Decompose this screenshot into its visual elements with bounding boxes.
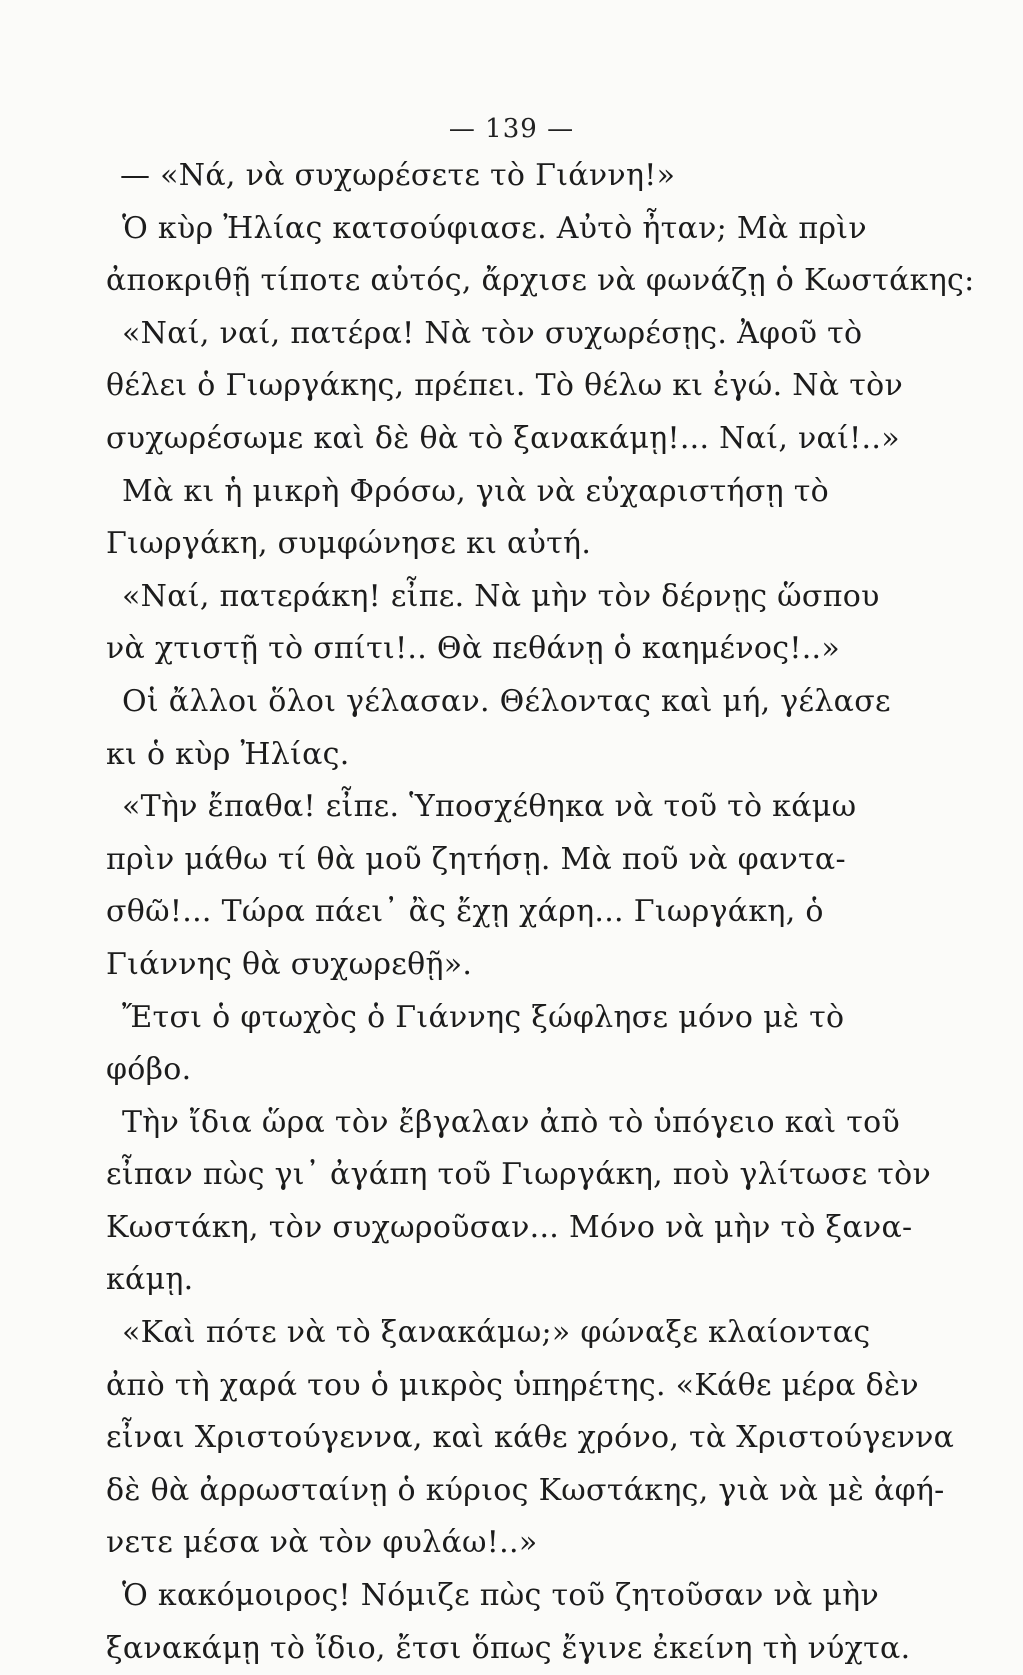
text-line: νετε μέσα νὰ τὸν φυλάω!..» [106, 1525, 538, 1561]
text-line: Γιάννης θὰ συχωρεθῇ». [106, 946, 473, 982]
text-line: νὰ χτιστῇ τὸ σπίτι!.. Θὰ πεθάνῃ ὁ καημένος!..» [106, 631, 841, 667]
text-line: — «Νά, νὰ συχωρέσετε τὸ Γιάννη!» [120, 158, 676, 193]
text-line: «Τὴν ἔπαθα! εἶπε. Ὑποσχέθηκα νὰ τοῦ τὸ κάμω [122, 789, 857, 825]
text-line: δὲ θὰ ἀρρωσταίνῃ ὁ κύριος Κωστάκης, γιὰ νὰ μὲ ἀφή- [106, 1472, 945, 1508]
body-text [106, 150, 975, 1675]
text-line: φόβο. [106, 1052, 192, 1088]
text-line: ἀποκριθῇ τίποτε αὐτός, ἄρχισε νὰ φωνάζῃ ὁ Κωστάκης: [106, 263, 975, 299]
text-line: ξανακάμῃ τὸ ἴδιο, ἔτσι ὅπως ἔγινε ἐκείνη τὴ νύχτα. [106, 1630, 911, 1666]
text-line: κάμῃ. [106, 1262, 194, 1298]
text-line: θέλει ὁ Γιωργάκης, πρέπει. Τὸ θέλω κι ἐγώ. Νὰ τὸν [106, 368, 903, 404]
text-line: Οἱ ἄλλοι ὅλοι γέλασαν. Θέλοντας καὶ μή, γέλασε [122, 683, 891, 719]
text-line: «Ναί, ναί, πατέρα! Νὰ τὸν συχωρέσῃς. Ἀφοῦ τὸ [122, 315, 863, 351]
text-line: Μὰ κι ἡ μικρὴ Φρόσω, γιὰ νὰ εὐχαριστήσῃ τὸ [122, 473, 829, 509]
text-line: Γιωργάκη, συμφώνησε κι αὐτή. [106, 526, 592, 562]
text-line: Ἔτσι ὁ φτωχὸς ὁ Γιάννης ξώφλησε μόνο μὲ τὸ [122, 999, 845, 1035]
page-number: — 139 — [448, 114, 575, 144]
text-line: εἶπαν πὼς γι᾽ ἀγάπη τοῦ Γιωργάκη, ποὺ γλίτωσε τὸν [106, 1157, 932, 1193]
text-line: Ὁ κακόμοιρος! Νόμιζε πὼς τοῦ ζητοῦσαν νὰ μὴν [122, 1578, 879, 1614]
text-line: Τὴν ἴδια ὥρα τὸν ἔβγαλαν ἀπὸ τὸ ὑπόγειο καὶ τοῦ [122, 1104, 901, 1140]
text-line: πρὶν μάθω τί θὰ μοῦ ζητήσῃ. Μὰ ποῦ νὰ φαντα- [106, 841, 846, 877]
text-line: Ὁ κὺρ Ἠλίας κατσούφιασε. Αὐτὸ ἦταν; Μὰ πρὶν [122, 210, 867, 246]
text-line: σθῶ!... Τώρα πάει᾽ ἂς ἔχῃ χάρη... Γιωργάκη, ὁ [106, 894, 824, 930]
text-line: «Ναί, πατεράκη! εἶπε. Νὰ μὴν τὸν δέρνῃς ὥσπου [122, 578, 880, 614]
text-line: συχωρέσωμε καὶ δὲ θὰ τὸ ξανακάμῃ!... Ναί, ναί!..» [106, 420, 900, 456]
text-line: ἀπὸ τὴ χαρά του ὁ μικρὸς ὑπηρέτης. «Κάθε μέρα δὲν [106, 1367, 919, 1403]
text-line: Κωστάκη, τὸν συχωροῦσαν... Μόνο νὰ μὴν τὸ ξανα- [106, 1209, 913, 1245]
text-line: «Καὶ πότε νὰ τὸ ξανακάμω;» φώναξε κλαίοντας [122, 1315, 871, 1351]
text-line: εἶναι Χριστούγεννα, καὶ κάθε χρόνο, τὰ Χριστούγεννα [106, 1420, 955, 1456]
text-line: κι ὁ κὺρ Ἠλίας. [106, 736, 350, 772]
